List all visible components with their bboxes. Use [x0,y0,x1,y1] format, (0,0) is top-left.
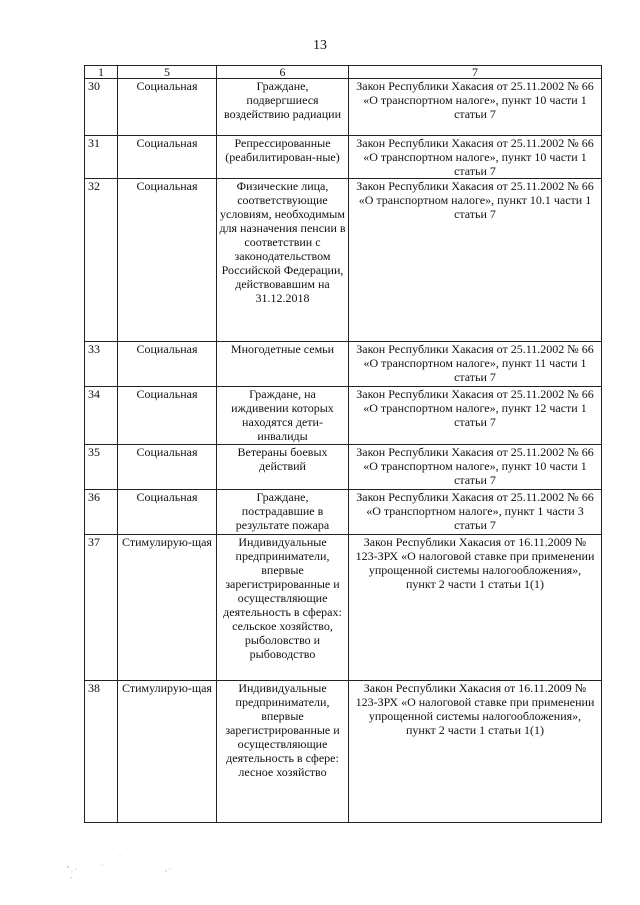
row-number: 33 [85,342,118,387]
row-number: 37 [85,535,118,681]
beneficiary-category: Индивидуальные предприниматели, впервые зарегистрированные и осуществляющие деятельность в сфере: лесное хозяйство [217,681,349,823]
benefit-type: Социальная [118,445,217,490]
row-number: 31 [85,136,118,179]
legal-basis: Закон Республики Хакасия от 16.11.2009 № 123-ЗРХ «О налоговой ставке при применении упрощенной системы налогообложения», пункт 2 части 1 статьи 1(1) [349,681,602,823]
legal-basis: Закон Республики Хакасия от 25.11.2002 № 66 «О транспортном налоге», пункт 10.1 части 1 статьи 7 [349,179,602,342]
row-number: 34 [85,387,118,445]
table-row [85,342,602,387]
benefit-type: Социальная [118,387,217,445]
benefit-type: Стимулирую-щая [118,535,217,681]
table-header-row [85,66,602,79]
table-row [85,490,602,535]
beneficiary-category: Индивидуальные предприниматели, впервые зарегистрированные и осуществляющие деятельность в сферах: сельское хозяйство, рыболовство и рыбоводство [217,535,349,681]
beneficiary-category: Репрессированные (реабилитирован-ные) [217,136,349,179]
beneficiary-category: Физические лица, соответствующие условиям, необходимым для назначения пенсии в соответствии с законодательством Российской Федерации, действовавшим на 31.12.2018 [217,179,349,342]
legal-basis: Закон Республики Хакасия от 25.11.2002 № 66 «О транспортном налоге», пункт 10 части 1 статьи 7 [349,445,602,490]
table-row [85,387,602,445]
beneficiary-category: Граждане, подвергшиеся воздействию радиации [217,79,349,136]
beneficiary-category: Граждане, пострадавшие в результате пожара [217,490,349,535]
legal-basis: Закон Республики Хакасия от 16.11.2009 № 123-ЗРХ «О налоговой ставке при применении упрощенной системы налогообложения», пункт 2 части 1 статьи 1(1) [349,535,602,681]
legal-basis: Закон Республики Хакасия от 25.11.2002 № 66 «О транспортном налоге», пункт 1 части 3 статьи 7 [349,490,602,535]
table-row [85,445,602,490]
header-col-5: 5 [118,66,217,79]
table-row [85,179,602,342]
header-col-1: 1 [85,66,118,79]
beneficiary-category: Граждане, на иждивении которых находятся дети-инвалиды [217,387,349,445]
benefits-table [84,65,602,823]
table-row [85,79,602,136]
table-row [85,681,602,823]
benefit-type: Социальная [118,79,217,136]
legal-basis: Закон Республики Хакасия от 25.11.2002 № 66 «О транспортном налоге», пункт 10 части 1 статьи 7 [349,79,602,136]
row-number: 36 [85,490,118,535]
row-number: 32 [85,179,118,342]
page-number: 13 [313,38,327,53]
legal-basis: Закон Республики Хакасия от 25.11.2002 № 66 «О транспортном налоге», пункт 11 части 1 статьи 7 [349,342,602,387]
benefit-type: Социальная [118,490,217,535]
row-number: 38 [85,681,118,823]
legal-basis: Закон Республики Хакасия от 25.11.2002 № 66 «О транспортном налоге», пункт 10 части 1 статьи 7 [349,136,602,179]
legal-basis: Закон Республики Хакасия от 25.11.2002 № 66 «О транспортном налоге», пункт 12 части 1 статьи 7 [349,387,602,445]
row-number: 30 [85,79,118,136]
header-col-7: 7 [349,66,602,79]
header-col-6: 6 [217,66,349,79]
benefit-type: Социальная [118,136,217,179]
row-number: 35 [85,445,118,490]
benefit-type: Социальная [118,342,217,387]
table-row [85,136,602,179]
beneficiary-category: Ветераны боевых действий [217,445,349,490]
benefit-type: Социальная [118,179,217,342]
scan-noise-marks [62,845,182,885]
table-row [85,535,602,681]
benefit-type: Стимулирую-щая [118,681,217,823]
beneficiary-category: Многодетные семьи [217,342,349,387]
